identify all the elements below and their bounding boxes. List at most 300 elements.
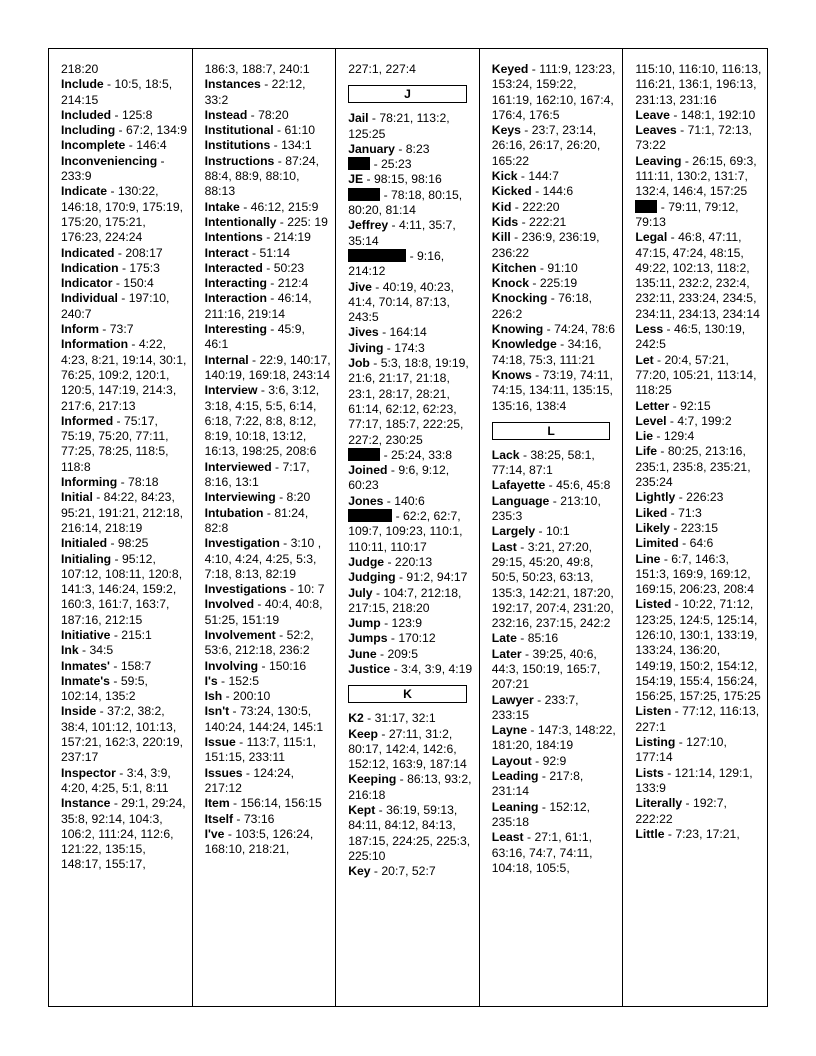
- page-line-refs: 46:12, 215:9: [250, 199, 319, 214]
- index-term: Later: [491, 646, 522, 661]
- page-line-refs: 222:20: [522, 199, 560, 214]
- page-line-refs: 152:5: [228, 673, 259, 688]
- page-line-refs: 223:15: [680, 520, 719, 535]
- letter-section-header: K: [348, 685, 467, 703]
- page-line-refs: 27:11, 31:2, 80:17, 142:4, 142:6, 152:12, 163:9, 187:14: [348, 726, 467, 772]
- index-term: Intake: [204, 199, 240, 214]
- page-line-refs: 3:4, 3:9, 4:19: [401, 661, 473, 676]
- index-entry: Leaving - 26:15, 69:3, 111:11, 130:2, 131:7, 132:4, 146:4, 157:25: [635, 153, 757, 199]
- index-entry: Kept - 36:19, 59:13, 84:11, 84:12, 84:13, 187:15, 224:25, 225:3, 225:10: [348, 803, 471, 863]
- page-line-refs: 73:24, 130:5, 140:24, 144:24, 145:1: [204, 704, 324, 734]
- index-entry: Jives - 164:14: [348, 325, 427, 340]
- index-term: Leave: [635, 107, 670, 122]
- index-term: Late: [491, 631, 517, 646]
- index-term: Ish: [204, 689, 223, 704]
- page-line-refs: 7:23, 17:21,: [675, 826, 740, 841]
- page-line-refs: 200:10: [233, 689, 271, 704]
- index-term: Legal: [635, 230, 668, 245]
- index-entry: Involved - 40:4, 40:8, 51:25, 151:19: [204, 597, 323, 627]
- index-column: [193, 49, 337, 1006]
- index-term: Inmates': [61, 658, 110, 673]
- page-line-refs: 158:7: [120, 658, 152, 673]
- index-entry: Limited - 64:6: [635, 536, 714, 551]
- page-line-refs: 73:19, 74:11, 74:15, 134:11, 135:15, 135:16, 138:4: [491, 367, 613, 413]
- page-line-refs: 40:19, 40:23, 41:4, 70:14, 87:13, 243:5: [348, 279, 454, 325]
- page-line-refs: 84:22, 84:23, 95:21, 191:21, 212:18, 216:14, 218:19: [61, 490, 183, 535]
- index-term: Interaction: [204, 291, 267, 306]
- page-line-refs: 222:21: [529, 214, 567, 229]
- index-entry: Letter - 92:15: [635, 398, 711, 413]
- page-line-refs: 31:17, 32:1: [374, 711, 436, 726]
- page-line-refs: 3:6, 3:12, 3:18, 4:15, 5:5, 6:14, 6:18, 7:22, 8:8, 8:12, 8:19, 10:18, 13:12, 16:13, 198:25, 208:6: [204, 383, 320, 459]
- index-term: Listen: [635, 704, 672, 719]
- page-line-refs: 20:7, 52:7: [381, 864, 436, 879]
- page-line-refs: 233:9: [61, 169, 92, 184]
- index-term: Jones: [348, 493, 384, 508]
- index-entry: Interacting - 212:4: [204, 276, 309, 291]
- index-entry: Initiative - 215:1: [61, 627, 152, 642]
- index-term: Internal: [204, 352, 249, 367]
- page-line-refs: 25:23: [381, 157, 412, 172]
- index-entry: Keeping - 86:13, 93:2, 216:18: [348, 772, 472, 802]
- index-term: K2: [348, 711, 364, 726]
- page-line-refs: 215:1: [121, 627, 152, 642]
- page-line-refs: 74:24, 78:6: [554, 322, 616, 337]
- index-entry: Legal - 46:8, 47:11, 47:15, 47:24, 48:15, 49:22, 102:13, 118:2, 135:11, 232:2, 232:4, 232:11, 233:24, 234:5, 234:11, 234:13, 234:14: [635, 230, 760, 321]
- index-entry: Interesting - 45:9, 46:1: [204, 322, 305, 352]
- index-entry: Knock - 225:19: [491, 276, 578, 291]
- index-term: Kicked: [491, 184, 532, 199]
- index-term: Life: [635, 444, 658, 459]
- page-line-refs: 4:22, 4:23, 8:21, 19:14, 30:1, 76:25, 109:2, 120:1, 120:5, 147:19, 214:3, 217:6, 217:13: [61, 337, 187, 413]
- page-line-refs: 92:15: [680, 398, 711, 413]
- page-line-refs: 91:2, 94:17: [406, 570, 468, 585]
- page-line-refs: 226:23: [686, 490, 724, 505]
- index-entry: Inside - 37:2, 38:2, 38:4, 101:12, 101:13, 157:21, 162:3, 220:19, 237:17: [61, 704, 183, 765]
- page-line-refs: 46:8, 47:11, 47:15, 47:24, 48:15, 49:22, 102:13, 118:2, 135:11, 232:2, 232:4, 232:11, 233:24, 234:5, 234:11, 234:13, 234:14: [635, 230, 760, 321]
- index-term: Limited: [635, 536, 679, 551]
- page-line-refs: 3:21, 27:20, 29:15, 45:20, 49:8, 50:5, 50:23, 63:13, 135:3, 142:21, 187:20, 192:17, 207:4, 231:20, 232:16, 237:15, 242:2: [491, 539, 614, 631]
- index-entry: Key - 20:7, 52:7: [348, 864, 436, 879]
- page-line-refs: 225: 19: [287, 214, 328, 229]
- page-line-refs: 5:3, 18:8, 19:19, 21:6, 21:17, 21:18, 23:1, 28:17, 28:21, 61:14, 62:12, 62:23, 77:17, 185:7, 222:25, 227:2, 230:25: [348, 356, 469, 447]
- page-line-refs: 20:4, 57:21, 77:20, 105:21, 113:14, 118:25: [635, 352, 757, 398]
- redaction-box: [348, 509, 392, 522]
- index-entry: Kids - 222:21: [491, 214, 567, 229]
- index-term: Individual: [61, 291, 118, 306]
- page-line-refs: 111:9, 123:23, 153:24, 159:22, 161:19, 162:10, 167:4, 176:4, 176:5: [491, 62, 616, 122]
- index-term: Joined: [348, 463, 388, 478]
- index-term: Keys: [491, 123, 521, 138]
- index-entry: Likely - 223:15: [635, 520, 719, 535]
- page-line-refs: 104:7, 212:18, 217:15, 218:20: [348, 585, 462, 615]
- index-term: Involvement: [204, 627, 276, 642]
- page-line-refs: 78:18: [128, 475, 159, 490]
- page-line-refs: 227:1, 227:4: [348, 62, 416, 76]
- index-entry: Including - 67:2, 134:9: [61, 123, 188, 138]
- index-term: Inspector: [61, 765, 116, 780]
- index-entry: Inform - 73:7: [61, 322, 134, 337]
- index-term: Informing: [61, 475, 118, 490]
- page-line-refs: 6:7, 146:3, 151:3, 169:9, 169:12, 169:15, 206:23, 208:4: [635, 551, 754, 597]
- index-entry: Initialing - 95:12, 107:12, 108:11, 120:8, 141:3, 146:24, 159:2, 160:3, 161:7, 163:7, 187:16, 212:15: [61, 551, 183, 627]
- index-entry: - 9:16, 214:12: [348, 248, 445, 279]
- page-line-refs: 34:16, 74:18, 75:3, 111:21: [491, 337, 602, 367]
- page-line-refs: 150:4: [123, 276, 154, 291]
- index-term: Lists: [635, 765, 664, 780]
- index-term: I've: [204, 826, 225, 841]
- index-term: Informed: [61, 413, 114, 428]
- page-line-refs: 71:3: [678, 505, 702, 520]
- page-line-refs: 25:24, 33:8: [391, 447, 453, 462]
- index-entry: Keep - 27:11, 31:2, 80:17, 142:4, 142:6, 152:12, 163:9, 187:14: [348, 726, 467, 772]
- index-entry: Instructions - 87:24, 88:4, 88:9, 88:10, 88:13: [204, 153, 320, 199]
- index-term: Listed: [635, 597, 672, 612]
- index-entry: January - 8:23: [348, 141, 430, 156]
- index-entry: Less - 46:5, 130:19, 242:5: [635, 322, 746, 352]
- index-term: July: [348, 585, 373, 600]
- page-line-refs: 98:25: [117, 536, 149, 551]
- index-term: Listing: [635, 735, 676, 750]
- page-line-refs: 61:10: [284, 123, 315, 138]
- page-line-refs: 134:1: [281, 138, 312, 153]
- page-line-refs: 50:23: [273, 260, 305, 275]
- index-entry: Job - 5:3, 18:8, 19:19, 21:6, 21:17, 21:18, 23:1, 28:17, 28:21, 61:14, 62:12, 62:23, 77:17, 185:7, 222:25, 227:2, 230:25: [348, 356, 469, 447]
- index-entry: Life - 80:25, 213:16, 235:1, 235:8, 235:21, 235:24: [635, 444, 751, 490]
- index-entry: Listed - 10:22, 71:12, 123:25, 124:5, 125:14, 126:10, 130:1, 133:19, 133:24, 136:20, 149:19, 150:2, 154:12, 154:19, 155:4, 156:24, 156:25, 157:25, 175:25: [635, 597, 761, 704]
- index-term: Included: [61, 107, 112, 122]
- page-line-refs: 3:4, 3:9, 4:20, 4:25, 5:1, 8:11: [61, 765, 171, 795]
- page-line-refs: 77:12, 116:13, 227:1: [635, 704, 760, 734]
- index-term: Less: [635, 322, 664, 337]
- index-term: Kept: [348, 803, 376, 818]
- index-entry: Indicate - 130:22, 146:18, 170:9, 175:19, 175:20, 175:21, 176:23, 224:24: [61, 184, 183, 245]
- page-line-refs: 140:6: [394, 493, 425, 508]
- page-line-refs: 85:16: [527, 631, 559, 646]
- index-term: Intentionally: [204, 214, 277, 229]
- index-entry: Instead - 78:20: [204, 107, 289, 122]
- index-term: Lawyer: [491, 692, 534, 707]
- page-line-refs: 129:4: [663, 429, 695, 444]
- page-line-refs: 192:7, 222:22: [635, 796, 727, 826]
- page-line-refs: 37:2, 38:2, 38:4, 101:12, 101:13, 157:21, 162:3, 220:19, 237:17: [61, 704, 183, 765]
- page-line-refs: 91:10: [547, 260, 578, 275]
- page-line-refs: 3:10 , 4:10, 4:24, 4:25, 5:3, 7:18, 8:13, 82:19: [204, 536, 322, 581]
- page-line-refs: 34:5: [89, 643, 114, 658]
- index-term: Knows: [491, 367, 532, 382]
- index-entry: Inmate's - 59:5, 102:14, 135:2: [61, 673, 148, 704]
- index-entry: Inspector - 3:4, 3:9, 4:20, 4:25, 5:1, 8:11: [61, 765, 171, 795]
- page-line-refs: 124:24, 217:12: [204, 765, 295, 795]
- index-entry: Layout - 92:9: [491, 753, 567, 768]
- page-line-refs: 213:10, 235:3: [491, 493, 601, 524]
- page-line-refs: 150:16: [268, 658, 307, 673]
- page-line-refs: 9:6, 9:12, 60:23: [348, 463, 450, 493]
- index-entry: Indication - 175:3: [61, 260, 160, 275]
- index-entry: Jeffrey - 4:11, 35:7, 35:14: [348, 218, 456, 248]
- index-entry: - 62:2, 62:7, 109:7, 109:23, 110:1, 110:11, 110:17: [348, 509, 463, 554]
- index-entry: Instances - 22:12, 33:2: [204, 77, 306, 107]
- page-line-refs: 40:4, 40:8, 51:25, 151:19: [204, 597, 323, 627]
- index-entry: Inconveniencing - 233:9: [61, 153, 165, 184]
- index-term: Initialing: [61, 551, 112, 566]
- index-entry: Interviewed - 7:17, 8:16, 13:1: [204, 459, 310, 490]
- index-entry: Leaning - 152:12, 235:18: [491, 799, 591, 829]
- page-line-refs: 233:7, 233:15: [491, 692, 579, 722]
- index-term: Itself: [204, 811, 234, 826]
- index-entry: Interaction - 46:14, 211:16, 219:14: [204, 291, 312, 321]
- index-entry: Jump - 123:9: [348, 616, 423, 631]
- page-line-refs: 86:13, 93:2, 216:18: [348, 772, 472, 802]
- index-entry: Knowledge - 34:16, 74:18, 75:3, 111:21: [491, 337, 602, 367]
- page-line-refs: 39:25, 40:6, 44:3, 150:19, 165:7, 207:21: [491, 646, 601, 692]
- page-line-refs: 156:14, 156:15: [240, 796, 322, 811]
- index-entry: Kid - 222:20: [491, 199, 560, 214]
- index-term: Job: [348, 356, 370, 371]
- index-term: Letter: [635, 398, 670, 413]
- page-line-refs: 217:8, 231:14: [491, 769, 584, 799]
- index-term: Initialed: [61, 536, 108, 551]
- index-term: Let: [635, 352, 654, 367]
- page-line-refs: 59:5, 102:14, 135:2: [61, 673, 148, 704]
- index-column: [49, 49, 193, 1006]
- index-entry: Listen - 77:12, 116:13, 227:1: [635, 704, 760, 734]
- index-term: Judge: [348, 554, 385, 569]
- page-line-refs: 197:10, 240:7: [61, 291, 170, 321]
- page-line-refs: 209:5: [387, 646, 418, 661]
- page-line-refs: 22:9, 140:17, 140:19, 169:18, 243:14: [204, 352, 331, 382]
- index-term: Interacted: [204, 260, 263, 275]
- index-entry: Liked - 71:3: [635, 505, 702, 520]
- index-entry: I's - 152:5: [204, 673, 259, 688]
- index-term: Ink: [61, 643, 79, 658]
- index-entry: Language - 213:10, 235:3: [491, 493, 601, 524]
- index-entry: Include - 10:5, 18:5, 214:15: [61, 77, 173, 107]
- index-term: Inconveniencing: [61, 153, 158, 168]
- page-line-refs: 23:7, 23:14, 26:16, 26:17, 26:20, 165:22: [491, 123, 601, 168]
- index-term: Key: [348, 864, 371, 879]
- index-term: Involving: [204, 658, 259, 673]
- page-line-refs: 95:12, 107:12, 108:11, 120:8, 141:3, 146:24, 159:2, 160:3, 161:7, 163:7, 187:16, 212:15: [61, 551, 183, 627]
- page-line-refs: 64:6: [689, 536, 714, 551]
- index-term: Including: [61, 123, 116, 138]
- index-entry: Interacted - 50:23: [204, 260, 305, 275]
- page-line-refs: 147:3, 148:22, 181:20, 184:19: [491, 723, 616, 753]
- index-entry: Interviewing - 8:20: [204, 490, 311, 505]
- index-entry: Leaves - 71:1, 72:13, 73:22: [635, 123, 752, 153]
- index-term: January: [348, 141, 395, 156]
- page-line-refs: 208:17: [125, 245, 163, 260]
- index-entry: Involving - 150:16: [204, 658, 307, 673]
- index-term: I's: [204, 673, 218, 688]
- index-entry: Let - 20:4, 57:21, 77:20, 105:21, 113:14, 118:25: [635, 352, 757, 398]
- page-line-refs: 10:1: [545, 524, 570, 539]
- index-term: Knowing: [491, 322, 544, 337]
- index-entry: Listing - 127:10, 177:14: [635, 735, 727, 765]
- page-line-refs: 218:20: [61, 62, 99, 76]
- index-term: Lafayette: [491, 478, 546, 493]
- index-entry: Knows - 73:19, 74:11, 74:15, 134:11, 135:15, 135:16, 138:4: [491, 367, 613, 413]
- page-line-refs: 75:17, 75:19, 75:20, 77:11, 77:25, 78:25, 118:5, 118:8: [61, 413, 169, 474]
- page-line-refs: 80:25, 213:16, 235:1, 235:8, 235:21, 235:24: [635, 444, 751, 490]
- index-entry: Lie - 129:4: [635, 429, 695, 444]
- page-line-refs: 78:20: [258, 107, 289, 122]
- page-line-refs: 78:18, 80:15, 80:20, 81:14: [348, 187, 463, 218]
- index-term: Interviewed: [204, 459, 272, 474]
- page-line-refs: 144:7: [528, 169, 559, 184]
- index-term: Jump: [348, 616, 381, 631]
- index-entry: JE - 98:15, 98:16: [348, 172, 442, 187]
- index-term: Intubation: [204, 505, 264, 520]
- page-line-refs: 76:18, 226:2: [491, 291, 593, 321]
- index-term: Lightly: [635, 490, 676, 505]
- page-line-refs: 62:2, 62:7, 109:7, 109:23, 110:1, 110:11, 110:17: [348, 509, 463, 554]
- index-entry: Inmates' - 158:7: [61, 658, 152, 673]
- index-term: Kill: [491, 230, 511, 245]
- index-entry: Ink - 34:5: [61, 643, 114, 658]
- index-term: Liked: [635, 505, 668, 520]
- index-entry: Jiving - 174:3: [348, 340, 425, 355]
- index-term: Largely: [491, 524, 536, 539]
- index-term: Knowledge: [491, 337, 557, 352]
- index-term: Keeping: [348, 772, 397, 787]
- index-entry: Investigations - 10: 7: [204, 582, 325, 597]
- index-term: Information: [61, 337, 129, 352]
- index-entry: Issues - 124:24, 217:12: [204, 765, 295, 795]
- index-term: JE: [348, 172, 364, 187]
- index-entry: Isn't - 73:24, 130:5, 140:24, 144:24, 145:1: [204, 704, 324, 734]
- index-entry: Level - 4:7, 199:2: [635, 413, 732, 428]
- index-entry: K2 - 31:17, 32:1: [348, 711, 436, 726]
- page-line-refs: 144:6: [542, 184, 574, 199]
- page-line-refs: 67:2, 134:9: [126, 123, 188, 138]
- index-term: Jumps: [348, 631, 388, 646]
- page-line-refs: 113:7, 115:1, 151:15, 233:11: [204, 735, 316, 765]
- index-entry: Late - 85:16: [491, 631, 559, 646]
- index-term: Indication: [61, 260, 119, 275]
- index-entry: Informed - 75:17, 75:19, 75:20, 77:11, 77:25, 78:25, 118:5, 118:8: [61, 413, 169, 474]
- index-entry: Item - 156:14, 156:15: [204, 796, 322, 811]
- index-entry: Jail - 78:21, 113:2, 125:25: [348, 111, 450, 141]
- index-term: Incomplete: [61, 138, 126, 153]
- index-entry: Joined - 9:6, 9:12, 60:23: [348, 463, 450, 493]
- index-term: Keyed: [491, 62, 529, 76]
- redaction-box: [348, 157, 370, 170]
- index-term: Little: [635, 826, 665, 841]
- index-entry: Later - 39:25, 40:6, 44:3, 150:19, 165:7, 207:21: [491, 646, 601, 692]
- redaction-box: [635, 200, 657, 213]
- index-term: Interacting: [204, 276, 267, 291]
- index-entry: July - 104:7, 212:18, 217:15, 218:20: [348, 585, 462, 615]
- index-term: Investigation: [204, 536, 280, 551]
- index-term: June: [348, 646, 377, 661]
- index-entry: Least - 27:1, 61:1, 63:16, 74:7, 74:11, 104:18, 105:5,: [491, 830, 593, 875]
- page-line-refs: 225:19: [539, 276, 578, 291]
- index-entry: Keyed - 111:9, 123:23, 153:24, 159:22, 161:19, 162:10, 167:4, 176:4, 176:5: [491, 62, 616, 122]
- index-entry: [635, 62, 763, 108]
- index-entry: Issue - 113:7, 115:1, 151:15, 233:11: [204, 735, 316, 765]
- page-line-refs: 127:10, 177:14: [635, 735, 727, 765]
- index-term: Interact: [204, 245, 249, 260]
- index-term: Initial: [61, 490, 93, 505]
- page-line-refs: 214:19: [273, 230, 311, 245]
- index-entry: Lists - 121:14, 129:1, 133:9: [635, 765, 753, 795]
- index-entry: Kill - 236:9, 236:19, 236:22: [491, 230, 600, 260]
- index-term: Initiative: [61, 627, 111, 642]
- page-line-refs: 130:22, 146:18, 170:9, 175:19, 175:20, 175:21, 176:23, 224:24: [61, 184, 183, 245]
- index-term: Knocking: [491, 291, 548, 306]
- index-term: Indicate: [61, 184, 108, 199]
- index-term: Institutional: [204, 123, 274, 138]
- index-term: Leading: [491, 769, 539, 784]
- index-entry: Largely - 10:1: [491, 524, 570, 539]
- index-term: Instructions: [204, 153, 275, 168]
- index-entry: Interact - 51:14: [204, 245, 290, 260]
- page-line-refs: 174:3: [394, 340, 425, 355]
- index-entry: Lack - 38:25, 58:1, 77:14, 87:1: [491, 447, 595, 478]
- index-entry: Jive - 40:19, 40:23, 41:4, 70:14, 87:13, 243:5: [348, 279, 454, 325]
- index-entry: Involvement - 52:2, 53:6, 212:18, 236:2: [204, 627, 314, 658]
- page-line-refs: 45:9, 46:1: [204, 322, 305, 352]
- page-line-refs: 79:11, 79:12, 79:13: [635, 199, 739, 229]
- index-entry: Knowing - 74:24, 78:6: [491, 322, 616, 337]
- index-entry: Interview - 3:6, 3:12, 3:18, 4:15, 5:5, 6:14, 6:18, 7:22, 8:8, 8:12, 8:19, 10:18, 13:12, 16:13, 198:25, 208:6: [204, 383, 320, 459]
- index-entry: Layne - 147:3, 148:22, 181:20, 184:19: [491, 723, 616, 753]
- page-line-refs: 52:2, 53:6, 212:18, 236:2: [204, 627, 314, 658]
- page-line-refs: 29:1, 29:24, 35:8, 92:14, 104:3, 106:2, 111:24, 112:6, 121:22, 135:15, 148:17, 155:17,: [61, 796, 186, 872]
- index-entry: Jones - 140:6: [348, 493, 425, 508]
- index-entry: Intentionally - 225: 19: [204, 214, 328, 229]
- index-entry: Investigation - 3:10 , 4:10, 4:24, 4:25, 5:3, 7:18, 8:13, 82:19: [204, 536, 322, 581]
- index-term: Leaving: [635, 153, 682, 168]
- index-entry: Justice - 3:4, 3:9, 4:19: [348, 661, 473, 676]
- index-term: Jiving: [348, 340, 384, 355]
- index-term: Jail: [348, 111, 369, 126]
- index-table: [48, 48, 768, 1007]
- page-line-refs: 10:5, 18:5, 214:15: [61, 77, 173, 107]
- index-term: Likely: [635, 520, 670, 535]
- page-line-refs: 27:1, 61:1, 63:16, 74:7, 74:11, 104:18, 105:5,: [491, 830, 593, 875]
- page-line-refs: 220:13: [394, 554, 433, 569]
- index-term: Item: [204, 796, 230, 811]
- index-term: Lie: [635, 429, 653, 444]
- index-entry: [348, 62, 475, 77]
- page-line-refs: 186:3, 188:7, 240:1: [204, 62, 310, 76]
- index-term: Investigations: [204, 582, 287, 597]
- index-term: Layne: [491, 723, 528, 738]
- index-term: Inside: [61, 704, 97, 719]
- page-line-refs: 81:24, 82:8: [204, 505, 309, 535]
- page-line-refs: 103:5, 126:24, 168:10, 218:21,: [204, 826, 314, 857]
- index-entry: Incomplete - 146:4: [61, 138, 167, 153]
- index-term: Last: [491, 539, 517, 554]
- page-line-refs: 115:10, 116:10, 116:13, 116:21, 136:1, 196:13, 231:13, 231:16: [635, 62, 762, 107]
- page-line-refs: 78:21, 113:2, 125:25: [348, 111, 450, 141]
- index-column: [336, 49, 480, 1006]
- index-term: Justice: [348, 661, 391, 676]
- index-term: Instances: [204, 77, 261, 92]
- page-line-refs: 123:9: [391, 616, 423, 631]
- index-entry: Information - 4:22, 4:23, 8:21, 19:14, 30:1, 76:25, 109:2, 120:1, 120:5, 147:19, 214:3, 217:6, 217:13: [61, 337, 187, 413]
- letter-section-header: L: [492, 422, 611, 440]
- index-entry: Intubation - 81:24, 82:8: [204, 505, 309, 535]
- page-line-refs: 10: 7: [297, 582, 325, 597]
- index-term: Inform: [61, 322, 99, 337]
- page-line-refs: 9:16, 214:12: [348, 248, 445, 279]
- page-line-refs: 8:23: [405, 141, 430, 156]
- redaction-box: [348, 249, 406, 262]
- index-term: Kick: [491, 169, 518, 184]
